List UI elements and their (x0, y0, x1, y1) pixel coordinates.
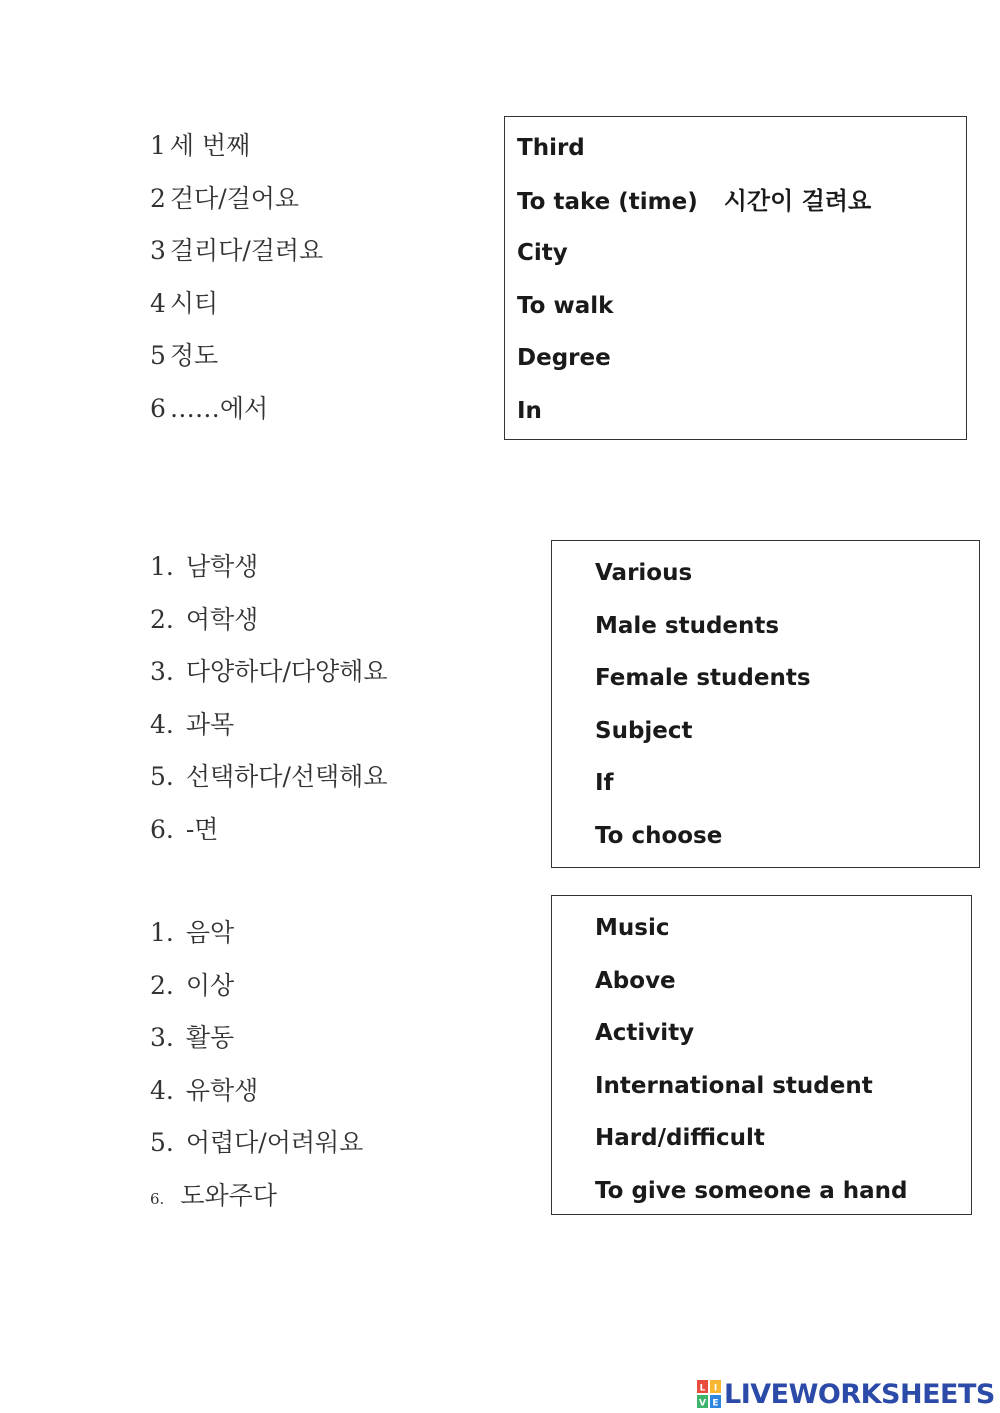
english-answer-item[interactable]: Subject (595, 717, 693, 744)
korean-word-item: 3. 다양하다/다양해요 (150, 657, 388, 686)
english-answer-box-1 (504, 116, 967, 440)
english-answer-item[interactable]: Music (595, 915, 670, 941)
korean-word-item: 6. 도와주다 (150, 1180, 277, 1210)
korean-word-item: 6. -면 (150, 814, 219, 844)
english-answer-item[interactable]: Various (595, 560, 693, 586)
english-answer-item[interactable]: International student (595, 1072, 873, 1099)
korean-word-item: 5 정도 (150, 341, 219, 370)
korean-word-item: 1. 음악 (150, 918, 235, 947)
korean-word-item: 2. 이상 (150, 970, 235, 1000)
korean-word-list-2 (150, 541, 387, 856)
english-answer-box-2 (551, 540, 980, 868)
korean-word-list-1 (150, 120, 323, 435)
korean-word-item: 1. 남학생 (150, 552, 259, 581)
english-answer-box-3 (551, 895, 972, 1215)
english-answer-item[interactable]: To walk (517, 292, 614, 319)
brand-name: LIVEWORKSHEETS (724, 1378, 995, 1410)
english-answer-item[interactable]: In (517, 397, 542, 424)
liveworksheets-logo[interactable] (697, 1378, 995, 1410)
english-answer-item[interactable]: If (595, 770, 614, 796)
english-answer-item[interactable]: Degree (517, 345, 611, 371)
korean-word-item: 2 걷다/걸어요 (150, 183, 300, 213)
liveworksheets-logo-icon (697, 1380, 721, 1408)
korean-word-item: 5. 어렵다/어려워요 (150, 1128, 364, 1157)
korean-word-item: 5. 선택하다/선택해요 (150, 762, 388, 791)
korean-word-item: 3. 활동 (150, 1023, 235, 1052)
korean-word-item: 1 세 번째 (150, 131, 251, 160)
korean-word-item: 2. 여학생 (150, 604, 259, 634)
svg-text:I: I (713, 1383, 718, 1394)
korean-word-item: 4. 과목 (150, 709, 235, 739)
korean-word-item: 3 걸리다/걸려요 (150, 236, 324, 265)
english-answer-item[interactable]: To give someone a hand (595, 1177, 908, 1204)
korean-word-item: 4. 유학생 (150, 1075, 259, 1105)
english-answer-item[interactable]: Activity (595, 1020, 695, 1046)
english-answer-item[interactable]: Third (517, 135, 585, 161)
english-answer-item[interactable]: City (517, 240, 568, 266)
english-answer-item[interactable]: To choose (595, 822, 723, 849)
english-answer-item[interactable]: To take (time) 시간이 걸려요 (517, 186, 872, 215)
english-answer-item[interactable]: Hard/difficult (595, 1125, 765, 1151)
english-answer-item[interactable]: Female students (595, 665, 811, 691)
svg-text:L: L (699, 1383, 706, 1394)
korean-word-item: 4 시티 (150, 288, 219, 318)
svg-text:E: E (712, 1398, 719, 1408)
english-answer-item[interactable]: Above (595, 967, 676, 994)
english-answer-item[interactable]: Male students (595, 612, 780, 639)
svg-text:V: V (699, 1398, 706, 1408)
korean-word-list-3 (150, 907, 363, 1222)
korean-word-item: 6 ……에서 (150, 393, 269, 423)
